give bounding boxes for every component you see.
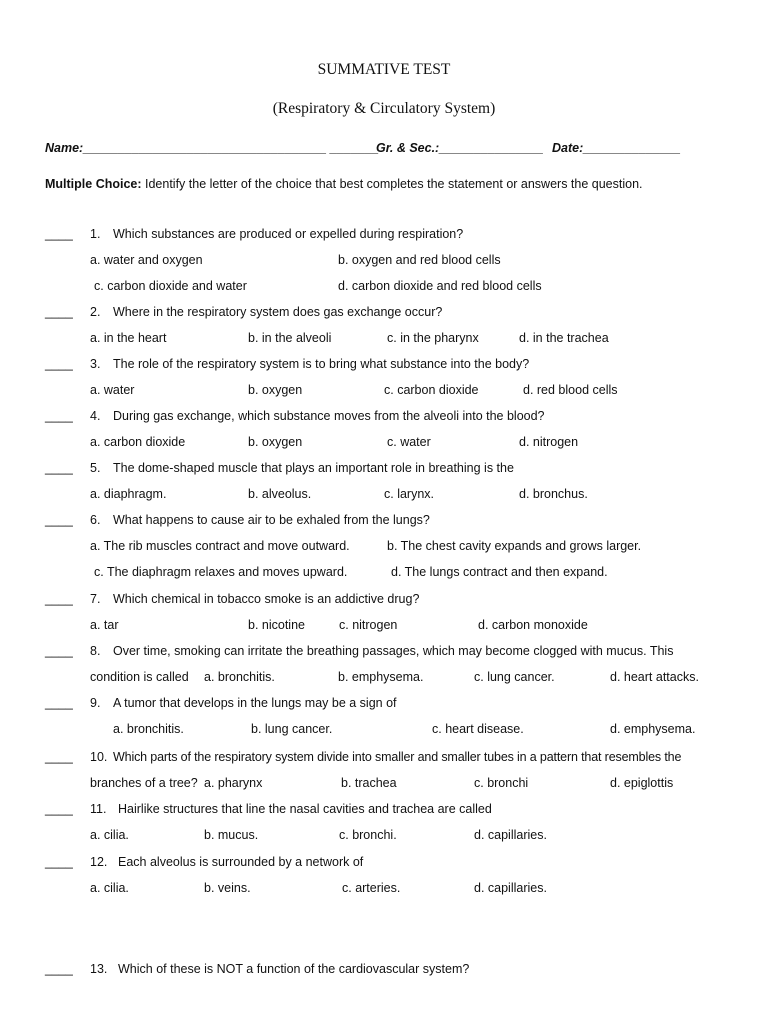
- answer-blank: ____: [45, 461, 73, 475]
- choice: b. alveolus.: [248, 487, 312, 501]
- grade-section-field: Gr. & Sec.:_______________: [376, 141, 544, 155]
- name-field: Name:___________________________________ _______: [45, 141, 379, 155]
- question-number: 4.: [90, 409, 101, 423]
- choice: d. in the trachea: [519, 331, 609, 345]
- choice: a. bronchitis.: [204, 670, 275, 684]
- question-number: 8.: [90, 644, 101, 658]
- answer-blank: ____: [45, 696, 73, 710]
- question-text: What happens to cause air to be exhaled from the lungs?: [113, 513, 430, 527]
- question-text: Which chemical in tobacco smoke is an addictive drug?: [113, 592, 420, 606]
- choice: a. pharynx: [204, 776, 263, 790]
- choice: d. emphysema.: [610, 722, 696, 736]
- question-number: 1.: [90, 227, 101, 241]
- choice: d. The lungs contract and then expand.: [391, 565, 608, 579]
- choice: d. epiglottis: [610, 776, 674, 790]
- question-text: Where in the respiratory system does gas exchange occur?: [113, 305, 443, 319]
- choice: c. bronchi: [474, 776, 529, 790]
- choice: a. in the heart: [90, 331, 167, 345]
- answer-blank: ____: [45, 855, 73, 869]
- question-number: 7.: [90, 592, 101, 606]
- question-text: Each alveolus is surrounded by a network of: [118, 855, 364, 869]
- choice: b. veins.: [204, 881, 251, 895]
- choice: c. lung cancer.: [474, 670, 555, 684]
- question-number: 12.: [90, 855, 108, 869]
- choice: a. diaphragm.: [90, 487, 167, 501]
- answer-blank: ____: [45, 592, 73, 606]
- question-number: 2.: [90, 305, 101, 319]
- choice: d. red blood cells: [523, 383, 618, 397]
- question-number: 6.: [90, 513, 101, 527]
- choice: d. nitrogen: [519, 435, 579, 449]
- answer-blank: ____: [45, 750, 73, 764]
- question-text-continued: condition is called: [90, 670, 189, 684]
- question-number: 3.: [90, 357, 101, 371]
- choice: a. water: [90, 383, 135, 397]
- answer-blank: ____: [45, 409, 73, 423]
- answer-blank: ____: [45, 962, 73, 976]
- choice: a. water and oxygen: [90, 253, 203, 267]
- choice: a. bronchitis.: [113, 722, 184, 736]
- question-text: Hairlike structures that line the nasal cavities and trachea are called: [118, 802, 492, 816]
- choice: b. lung cancer.: [251, 722, 333, 736]
- choice: a. tar: [90, 618, 119, 632]
- question-text-continued: branches of a tree?: [90, 776, 198, 790]
- choice: a. cilia.: [90, 828, 129, 842]
- answer-blank: ____: [45, 305, 73, 319]
- question-number: 13.: [90, 962, 108, 976]
- choice: d. capillaries.: [474, 881, 547, 895]
- question-text: Which parts of the respiratory system divide into smaller and smaller tubes in a pattern that resembles the: [113, 750, 682, 764]
- choice: b. in the alveoli: [248, 331, 332, 345]
- choice: d. carbon dioxide and red blood cells: [338, 279, 542, 293]
- choice: c. water: [387, 435, 431, 449]
- instructions-label: Multiple Choice:: [45, 177, 142, 191]
- question-number: 10.: [90, 750, 108, 764]
- instructions: [45, 176, 643, 192]
- choice: c. arteries.: [342, 881, 401, 895]
- choice: a. The rib muscles contract and move outward.: [90, 539, 350, 553]
- choice: d. bronchus.: [519, 487, 588, 501]
- choice: b. mucus.: [204, 828, 259, 842]
- choice: c. bronchi.: [339, 828, 397, 842]
- choice: c. The diaphragm relaxes and moves upward.: [94, 565, 348, 579]
- answer-blank: ____: [45, 227, 73, 241]
- choice: b. oxygen: [248, 435, 303, 449]
- choice: d. capillaries.: [474, 828, 547, 842]
- choice: b. nicotine: [248, 618, 305, 632]
- choice: c. nitrogen: [339, 618, 398, 632]
- choice: b. oxygen and red blood cells: [338, 253, 501, 267]
- page-subtitle: (Respiratory & Circulatory System): [272, 100, 496, 117]
- question-number: 11.: [90, 802, 107, 816]
- choice: a. carbon dioxide: [90, 435, 186, 449]
- choice: d. heart attacks.: [610, 670, 699, 684]
- page-title: SUMMATIVE TEST: [317, 61, 451, 78]
- question-text: A tumor that develops in the lungs may be a sign of: [113, 696, 397, 710]
- answer-blank: ____: [45, 802, 73, 816]
- choice: b. emphysema.: [338, 670, 424, 684]
- choice: b. The chest cavity expands and grows larger.: [387, 539, 642, 553]
- choice: c. larynx.: [384, 487, 435, 501]
- question-number: 5.: [90, 461, 101, 475]
- instructions-text: Identify the letter of the choice that best completes the statement or answers the question.: [141, 177, 643, 191]
- choice: b. oxygen: [248, 383, 303, 397]
- question-number: 9.: [90, 696, 101, 710]
- question-text: The dome-shaped muscle that plays an important role in breathing is the: [113, 461, 514, 475]
- answer-blank: ____: [45, 644, 73, 658]
- answer-blank: ____: [45, 357, 73, 371]
- date-field: Date:______________: [552, 141, 681, 155]
- choice: c. carbon dioxide and water: [94, 279, 247, 293]
- choice: a. cilia.: [90, 881, 129, 895]
- question-text: Which of these is NOT a function of the cardiovascular system?: [118, 962, 470, 976]
- answer-blank: ____: [45, 513, 73, 527]
- choice: b. trachea: [341, 776, 397, 790]
- question-text: Which substances are produced or expelled during respiration?: [113, 227, 464, 241]
- choice: d. carbon monoxide: [478, 618, 588, 632]
- question-text: Over time, smoking can irritate the breathing passages, which may become clogged with mucus. This: [113, 644, 674, 658]
- choice: c. heart disease.: [432, 722, 524, 736]
- choice: c. in the pharynx: [387, 331, 479, 345]
- question-text: During gas exchange, which substance moves from the alveoli into the blood?: [113, 409, 545, 423]
- choice: c. carbon dioxide: [384, 383, 479, 397]
- question-text: The role of the respiratory system is to bring what substance into the body?: [113, 357, 530, 371]
